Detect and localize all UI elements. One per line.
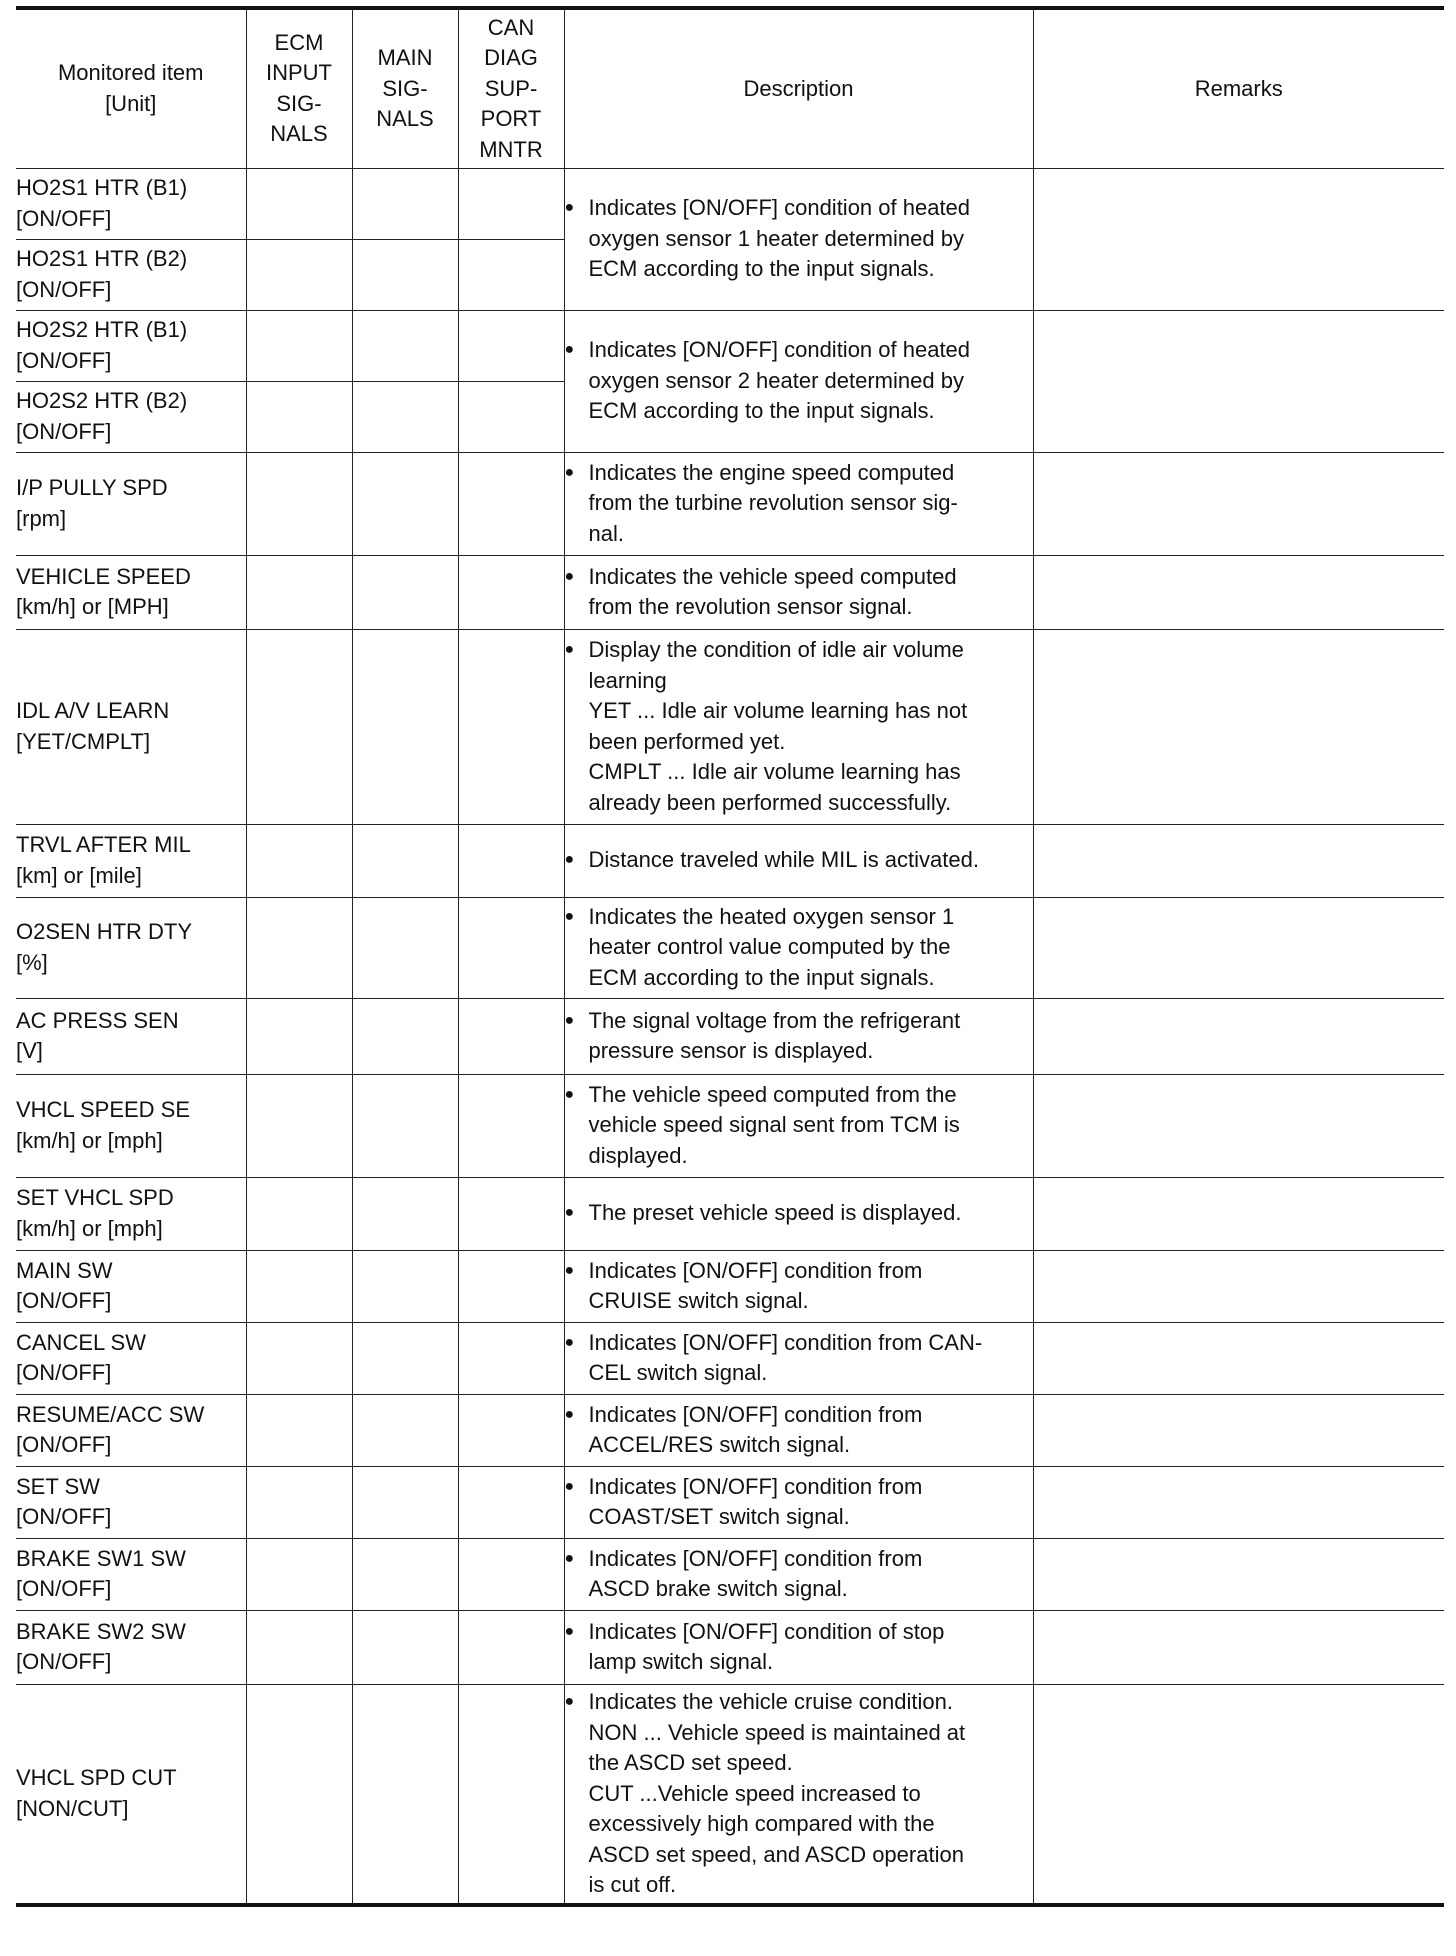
description-cell (564, 1610, 1033, 1684)
ecm-input-cell (246, 555, 352, 629)
header-description: Description (564, 8, 1033, 168)
main-signals-cell (352, 310, 458, 381)
header-remarks: Remarks (1033, 8, 1444, 168)
header-main-signals: MAIN SIG- NALS (352, 8, 458, 168)
description-cell (564, 1684, 1033, 1905)
description-cell (564, 1394, 1033, 1466)
main-signals-cell (352, 1538, 458, 1610)
header-ecm-input-signals: ECM INPUT SIG- NALS (246, 8, 352, 168)
bullet-item: ● Indicates the vehicle cruise condition. NON ... Vehicle speed is maintained at the ASCD set speed. CUT ...Vehicle speed increased to excessively high compared with the ASCD set speed, and ASCD operation is cut off. (565, 1687, 1033, 1901)
ecm-input-cell (246, 239, 352, 310)
description-cell (564, 1074, 1033, 1177)
bullet-item: ● The preset vehicle speed is displayed. (565, 1198, 1033, 1229)
monitored-item-cell: AC PRESS SEN [V] (16, 998, 246, 1074)
table-row (16, 1684, 1444, 1905)
bullet-item: ● Indicates [ON/OFF] condition of stop lamp switch signal. (565, 1617, 1033, 1678)
bullet-item: ● Indicates [ON/OFF] condition from ASCD brake switch signal. (565, 1544, 1033, 1605)
ecm-input-cell (246, 998, 352, 1074)
remarks-cell (1033, 310, 1444, 452)
can-diag-cell (458, 1538, 564, 1610)
main-signals-cell (352, 1684, 458, 1905)
description-cell (564, 897, 1033, 998)
can-diag-cell (458, 1322, 564, 1394)
monitored-item-cell: HO2S1 HTR (B2) [ON/OFF] (16, 239, 246, 310)
main-signals-cell (352, 897, 458, 998)
table-row (16, 629, 1444, 824)
main-signals-cell (352, 239, 458, 310)
ecm-input-cell (246, 1684, 352, 1905)
monitor-table (16, 6, 1444, 1907)
table-row (16, 1250, 1444, 1322)
can-diag-cell (458, 310, 564, 381)
monitored-item-cell: VHCL SPD CUT [NON/CUT] (16, 1684, 246, 1905)
description-cell (564, 629, 1033, 824)
remarks-cell (1033, 168, 1444, 310)
monitored-item-cell: SET VHCL SPD [km/h] or [mph] (16, 1177, 246, 1250)
table-row (16, 555, 1444, 629)
can-diag-cell (458, 452, 564, 555)
monitored-item-cell: BRAKE SW2 SW [ON/OFF] (16, 1610, 246, 1684)
monitored-item-cell: SET SW [ON/OFF] (16, 1466, 246, 1538)
description-cell (564, 1538, 1033, 1610)
monitored-item-cell: HO2S1 HTR (B1) [ON/OFF] (16, 168, 246, 239)
bullet-item: ● Indicates the engine speed computed from the turbine revolution sensor sig- nal. (565, 458, 1033, 550)
bullet-item: ● Indicates [ON/OFF] condition from COAST/SET switch signal. (565, 1472, 1033, 1533)
main-signals-cell (352, 629, 458, 824)
can-diag-cell (458, 1466, 564, 1538)
main-signals-cell (352, 824, 458, 897)
ecm-input-cell (246, 1610, 352, 1684)
main-signals-cell (352, 1322, 458, 1394)
ecm-input-cell (246, 1250, 352, 1322)
bullet-item: ● Indicates [ON/OFF] condition of heated oxygen sensor 1 heater determined by ECM according to the input signals. (565, 193, 1033, 285)
can-diag-cell (458, 998, 564, 1074)
can-diag-cell (458, 168, 564, 239)
remarks-cell (1033, 1538, 1444, 1610)
main-signals-cell (352, 1177, 458, 1250)
can-diag-cell (458, 824, 564, 897)
ecm-input-cell (246, 452, 352, 555)
can-diag-cell (458, 629, 564, 824)
description-cell (564, 452, 1033, 555)
remarks-cell (1033, 629, 1444, 824)
main-signals-cell (352, 381, 458, 452)
remarks-cell (1033, 1177, 1444, 1250)
remarks-cell (1033, 1394, 1444, 1466)
can-diag-cell (458, 1394, 564, 1466)
description-cell (564, 1177, 1033, 1250)
ecm-input-cell (246, 897, 352, 998)
remarks-cell (1033, 1610, 1444, 1684)
remarks-cell (1033, 452, 1444, 555)
remarks-cell (1033, 998, 1444, 1074)
ecm-input-cell (246, 381, 352, 452)
bullet-item: ● Indicates [ON/OFF] condition from ACCEL/RES switch signal. (565, 1400, 1033, 1461)
description-cell (564, 310, 1033, 452)
monitored-item-cell: O2SEN HTR DTY [%] (16, 897, 246, 998)
table-row (16, 998, 1444, 1074)
can-diag-cell (458, 1250, 564, 1322)
bullet-item: ● The signal voltage from the refrigerant pressure sensor is displayed. (565, 1006, 1033, 1067)
main-signals-cell (352, 1250, 458, 1322)
description-cell (564, 824, 1033, 897)
remarks-cell (1033, 1466, 1444, 1538)
table-row (16, 310, 1444, 381)
monitored-item-cell: VHCL SPEED SE [km/h] or [mph] (16, 1074, 246, 1177)
remarks-cell (1033, 1322, 1444, 1394)
monitored-item-cell: VEHICLE SPEED [km/h] or [MPH] (16, 555, 246, 629)
monitored-item-cell: MAIN SW [ON/OFF] (16, 1250, 246, 1322)
main-signals-cell (352, 168, 458, 239)
ecm-input-cell (246, 1466, 352, 1538)
table-row (16, 1610, 1444, 1684)
monitored-item-cell: TRVL AFTER MIL [km] or [mile] (16, 824, 246, 897)
can-diag-cell (458, 1177, 564, 1250)
header-can-diag-support-mntr: CAN DIAG SUP- PORT MNTR (458, 8, 564, 168)
main-signals-cell (352, 1074, 458, 1177)
main-signals-cell (352, 1610, 458, 1684)
table-row (16, 1394, 1444, 1466)
monitored-item-cell: IDL A/V LEARN [YET/CMPLT] (16, 629, 246, 824)
main-signals-cell (352, 1394, 458, 1466)
remarks-cell (1033, 897, 1444, 998)
table-row (16, 1322, 1444, 1394)
ecm-input-cell (246, 1074, 352, 1177)
monitored-item-cell: CANCEL SW [ON/OFF] (16, 1322, 246, 1394)
table-row (16, 1538, 1444, 1610)
bullet-item: ● Indicates the heated oxygen sensor 1 heater control value computed by the ECM according to the input signals. (565, 902, 1033, 994)
can-diag-cell (458, 239, 564, 310)
remarks-cell (1033, 1074, 1444, 1177)
ecm-input-cell (246, 629, 352, 824)
main-signals-cell (352, 998, 458, 1074)
can-diag-cell (458, 1610, 564, 1684)
can-diag-cell (458, 897, 564, 998)
ecm-input-cell (246, 1322, 352, 1394)
ecm-input-cell (246, 1538, 352, 1610)
can-diag-cell (458, 381, 564, 452)
description-cell (564, 1250, 1033, 1322)
main-signals-cell (352, 555, 458, 629)
table-row (16, 1177, 1444, 1250)
ecm-input-cell (246, 824, 352, 897)
description-cell (564, 168, 1033, 310)
monitored-item-cell: HO2S2 HTR (B1) [ON/OFF] (16, 310, 246, 381)
ecm-input-cell (246, 310, 352, 381)
header-monitored-item: Monitored item [Unit] (16, 8, 246, 168)
table-row (16, 168, 1444, 239)
bullet-item: ● The vehicle speed computed from the vehicle speed signal sent from TCM is displayed. (565, 1080, 1033, 1172)
bullet-item: ● Indicates the vehicle speed computed from the revolution sensor signal. (565, 562, 1033, 623)
monitored-item-cell: I/P PULLY SPD [rpm] (16, 452, 246, 555)
ecm-input-cell (246, 1394, 352, 1466)
table-row (16, 452, 1444, 555)
monitored-item-cell: HO2S2 HTR (B2) [ON/OFF] (16, 381, 246, 452)
description-cell (564, 1322, 1033, 1394)
bullet-item: ● Distance traveled while MIL is activated. (565, 845, 1033, 876)
header-row (16, 8, 1444, 168)
ecm-input-cell (246, 168, 352, 239)
monitored-item-cell: BRAKE SW1 SW [ON/OFF] (16, 1538, 246, 1610)
description-cell (564, 998, 1033, 1074)
bullet-item: ● Indicates [ON/OFF] condition from CRUISE switch signal. (565, 1256, 1033, 1317)
remarks-cell (1033, 1250, 1444, 1322)
table-row (16, 1466, 1444, 1538)
description-cell (564, 1466, 1033, 1538)
can-diag-cell (458, 555, 564, 629)
can-diag-cell (458, 1074, 564, 1177)
main-signals-cell (352, 452, 458, 555)
bullet-item: ● Indicates [ON/OFF] condition from CAN- CEL switch signal. (565, 1328, 1033, 1389)
table-row (16, 824, 1444, 897)
remarks-cell (1033, 824, 1444, 897)
can-diag-cell (458, 1684, 564, 1905)
ecm-input-cell (246, 1177, 352, 1250)
main-signals-cell (352, 1466, 458, 1538)
bullet-item: ● Indicates [ON/OFF] condition of heated oxygen sensor 2 heater determined by ECM according to the input signals. (565, 335, 1033, 427)
bullet-item: ● Display the condition of idle air volume learning YET ... Idle air volume learning has not been performed yet. CMPLT ... Idle air volume learning has already been performed successfully. (565, 635, 1033, 818)
table-row (16, 1074, 1444, 1177)
remarks-cell (1033, 1684, 1444, 1905)
description-cell (564, 555, 1033, 629)
table-row (16, 897, 1444, 998)
remarks-cell (1033, 555, 1444, 629)
monitored-item-cell: RESUME/ACC SW [ON/OFF] (16, 1394, 246, 1466)
